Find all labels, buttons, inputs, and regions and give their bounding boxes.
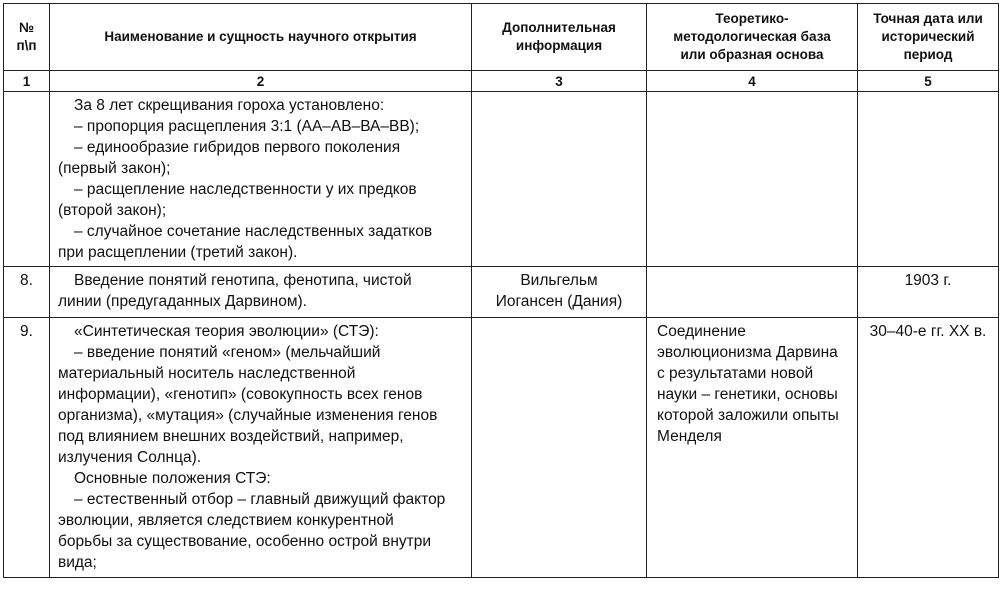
discovery-description	[50, 92, 472, 267]
additional-info	[472, 267, 647, 318]
description-line: организма), «мутация» (случайные изменения генов	[58, 407, 438, 424]
description-line: под влиянием внешних воздействий, например,	[58, 428, 404, 445]
description-line: – случайное сочетание наследственных задатков	[74, 223, 433, 240]
description-line: (второй закон);	[58, 202, 167, 219]
description-line: – расщепление наследственности у их предков	[74, 181, 417, 198]
date-period: 30–40-е гг. XX в.	[858, 318, 999, 578]
description-line: эволюции, является следствием конкурентной	[58, 512, 394, 529]
description-line: – единообразие гибридов первого поколения	[74, 139, 401, 156]
column-number: 3	[472, 71, 647, 92]
header-name: Наименование и сущность научного открытия	[50, 4, 472, 71]
row-number	[4, 92, 50, 267]
additional-info	[472, 318, 647, 578]
row-number: 9.	[4, 318, 50, 578]
row-number: 8.	[4, 267, 50, 318]
header-theoretical-base: Теоретико- методологическая база или образная основа	[647, 4, 858, 71]
theoretical-base	[647, 267, 858, 318]
discovery-description	[50, 318, 472, 578]
description-line: информации), «генотип» (совокупность всех генов	[58, 386, 423, 403]
column-number: 5	[858, 71, 999, 92]
info-line: Вильгельм	[520, 272, 598, 289]
table-row	[4, 318, 999, 578]
column-numbers-row	[4, 71, 999, 92]
description-line: Введение понятий генотипа, фенотипа, чистой	[74, 272, 412, 289]
column-number: 2	[50, 71, 472, 92]
description-line: За 8 лет скрещивания гороха установлено:	[74, 97, 385, 114]
discoveries-table	[3, 3, 999, 578]
description-line: Основные положения СТЭ:	[74, 470, 271, 487]
table-row	[4, 267, 999, 318]
date-period: 1903 г.	[858, 267, 999, 318]
base-line: эволюционизма Дарвина	[657, 344, 838, 361]
theoretical-base	[647, 318, 858, 578]
description-line: – естественный отбор – главный движущий фактор	[74, 491, 446, 508]
base-line: Менделя	[657, 428, 722, 445]
base-line: науки – генетики, основы	[657, 386, 838, 403]
description-line: линии (предугаданных Дарвином).	[58, 293, 307, 310]
header-additional-info: Дополнительная информация	[472, 4, 647, 71]
column-number: 4	[647, 71, 858, 92]
header-date: Точная дата или исторический период	[858, 4, 999, 71]
theoretical-base	[647, 92, 858, 267]
description-line: борьбы за существование, особенно острой внутри	[58, 533, 432, 550]
description-line: вида;	[58, 554, 97, 571]
date-period	[858, 92, 999, 267]
discovery-description	[50, 267, 472, 318]
description-line: материальный носитель наследственной	[58, 365, 356, 382]
description-line: излучения Солнца).	[58, 449, 202, 466]
column-number: 1	[4, 71, 50, 92]
description-line: «Синтетическая теория эволюции» (СТЭ):	[74, 323, 379, 340]
table-row	[4, 92, 999, 267]
base-line: Соединение	[657, 323, 746, 340]
info-line: Иогансен (Дания)	[495, 293, 623, 310]
header-number: № п\п	[4, 4, 50, 71]
base-line: с результатами новой	[657, 365, 814, 382]
description-line: при расщеплении (третий закон).	[58, 244, 298, 261]
header-row	[4, 4, 999, 71]
description-line: – пропорция расщепления 3:1 (АА–АВ–ВА–ВВ);	[74, 118, 420, 135]
base-line: которой заложили опыты	[657, 407, 839, 424]
additional-info	[472, 92, 647, 267]
description-line: (первый закон);	[58, 160, 171, 177]
description-line: – введение понятий «геном» (мельчайший	[74, 344, 381, 361]
